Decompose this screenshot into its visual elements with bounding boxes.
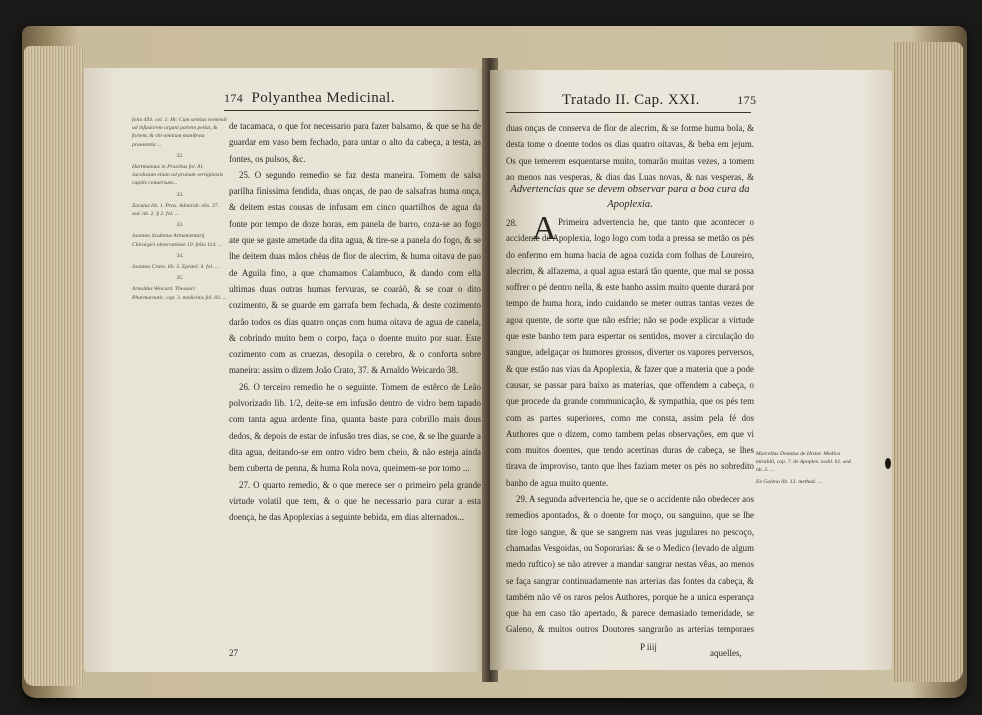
chapter-heading: Advertencias que se devem observar para a boa cura da Apoplexia.	[510, 184, 750, 210]
para-number: 28.	[506, 218, 518, 228]
left-body-text	[229, 118, 481, 643]
left-footer: 27	[229, 648, 238, 658]
right-intro: duas onças de conserva de flor de alecrim, & se forme huma bola, & desta tome o doente todos os dias quatro oitavas, & beba em jejum. Os que temerem esquentarse muito, tomarão muitas vezes, a tomem ao menos nas vesperas, & dias das Luas novas, & nas vesperas, &	[506, 123, 754, 182]
right-page-number: 175	[737, 93, 757, 107]
left-margin-notes	[132, 116, 228, 305]
right-running-title: Tratado II. Cap. XXI.	[562, 92, 700, 108]
catchword: aquelles,	[710, 648, 742, 658]
margin-note: Hartmannus in Praxibus fol. 81. Jacobsium etiam ad prunum vertiginosis capitis conuersum...	[132, 164, 224, 187]
margin-note-number: 32.	[176, 152, 184, 159]
drop-cap: A	[532, 210, 557, 247]
left-head-rule	[224, 110, 479, 111]
margin-note-number: 35.	[176, 275, 184, 282]
margin-note: Ex Galeno lib. 13. method. ...	[756, 479, 822, 485]
margin-note-number: 33.	[176, 222, 184, 229]
left-page	[84, 68, 488, 672]
margin-note: Zacutus lib. 1. Prax. Admirab. obs. 37. sed. nb. 2. § 2. fol. ...	[132, 202, 219, 218]
left-paragraph: de tacamaca, o que for necessario para fazer balsamo, & que se ha de guardar em vaso bem fechado, para untar o alto da cabeça, a testa, as fontes, os pulsos, &c.	[229, 121, 481, 164]
margin-note: Joannes Scultetus Armamentarij Chirurgici observatione 19. folio 114. ...	[132, 233, 223, 248]
margin-note: Joannes Crato. lib. 3. Epistol. 4. fol. ...	[132, 264, 220, 271]
left-paragraph: 25. O segundo remedio se faz desta maneira. Tomem de salsa parilha finissima fendida, duas onças, de pao de salsafras huma onça, & deitem estas cousas de infusam em cinco quartilhos de agua da fonte por tempo de doze horas, em panela de barro, coza-se ao fogo ate que se gaste ametade da dita agua, & tire-se a panela do fogo, & se lhe deitem duas mãos chèas de flor de alecrim, & huma oitava de pao de Aguila fino, a que chamamos Calambuco, & dando com ella ultimas duas outras humas fervuras, se coaràõ, & se coar o dito cozimento, & se guarde em garrafa bem fechada, & deste cozimento darão todos os dias quatro onças com huma oitava de agua de canela, & cobrindo muito bem o corpo, faça o doente muito por suar. Este cozimento com as cruezas, desopila o cerebro, & o conforta sobre maneira: assim o dizem João Crato, 37. & Arnaldo Weicardo 38.	[229, 169, 481, 376]
margin-note-number: 34.	[176, 252, 184, 259]
page-edges-left	[24, 46, 84, 686]
margin-note: Arnoldus Weicard. Thesauri Pharmaceutic. cap. 3. medicinis fol. 83. ...	[132, 286, 227, 301]
left-running-head	[224, 90, 395, 107]
right-head-rule	[506, 112, 751, 113]
left-running-title: Polyanthea Medicinal.	[251, 90, 395, 106]
margin-note: folio 493. col. 1. Ht: Cum sentias vomendi ad infusiorem organi partem pellat, & fortem, & vbi omnium manifesta praesentia ...	[132, 117, 227, 148]
margin-note: Marcellus Donatus de Histor. Medica mirabili, cap. 7. de Apoplex. tosbl. 61. sed. nb. 2. ...	[756, 451, 852, 473]
page-edges-right	[893, 42, 963, 682]
right-body-text	[506, 210, 754, 638]
signature-mark: P iiij	[640, 642, 657, 652]
left-paragraph: 26. O terceiro remedio he o seguinte. Tomem de estêrco de Leão polvorizado lib. 1/2, deite-se em infusão dentro de vidro bem tapado com tanta agua ardente fina, quanta baste para cobrillo mais dous dedos, & depois de estar de infusão tres dias, se coe, & se lhe guarde a dita agua, deitando-se em ontro vidro bem cheio, & não esteja ainda bem cuberta de penna, & huma Rola nova, queimem-se por tomo ...	[229, 381, 481, 474]
right-page	[490, 70, 892, 670]
page-mark	[885, 458, 891, 469]
right-running-head	[562, 92, 756, 109]
right-paragraph: Primeira advertencia he, que tanto que acontecer o accidente de Apoplexia, logo logo com toda a pressa se metão os pès do enfermo em huma bacia de agoa cozida com folhas de Loureiro, alecrim, & alfazema, a qual agua estará tão quente, que mal se possa soffrer o pé dentro nella, & este banho assim muito quente durará por tempo de huma hora, indo cuidando se meter outras tantas vezes de agoa quente, de sorte que não esfrie; não se pode explicar a virtude que este banho tem para espertar os sentidos, mover a circulação do sangue, adelgaçar os humores grossos, diverter os vapores perversos, & que estão nas vias da Apoplexia, & fazer que a materia que a pode causar, se passar para baixo as materias, que offendem a cabeça, o que procede da grande communicação, & sympathia, que os pés tem com as partes superiores, como me consta, assim pela fé dos Authores que o dizem, como tambem pelas observações, em que vi com muitos doentes, que tendo acertinas duras de cabeça, se lhes tirava de improviso, tanto que lhes faziam meter os pès no sobredito banho de agua muito quente.	[506, 217, 754, 488]
left-paragraph: 27. O quarto remedio, & o que merece ser o primeiro pela grande virtude volatil que tem, & o que he necessario para curar a esta doença, he das Apoplexias a seguinte bebida, em dias alternados...	[229, 479, 481, 523]
right-margin-notes	[756, 450, 856, 486]
margin-note-number: 33.	[176, 191, 184, 198]
left-page-number: 174	[224, 91, 244, 105]
right-paragraph: 29. A segunda advertencia he, que se o accidente não obedecer aos remedios apontados, & o doente for moço, ou sanguino, que se lhe tire logo sangue, & que se sangrem nas veas jugulares no pescoço, chamadas Vesgoidas, ou Soporarias: & se o Medico (levado de algum medo ruftico) se não atrever a mandar sangrar nestas vêas, ao menos se faça sangrar continuadamente nas arterias das fontes da cabeça, & também não vê os raros pelos Authores, porque he a unica esperança que ha em caso tão apertado, & parece demasiado temeridade, se Galeno, & muitos outros Doutores sangrarão as arterias temporaes	[506, 494, 754, 635]
